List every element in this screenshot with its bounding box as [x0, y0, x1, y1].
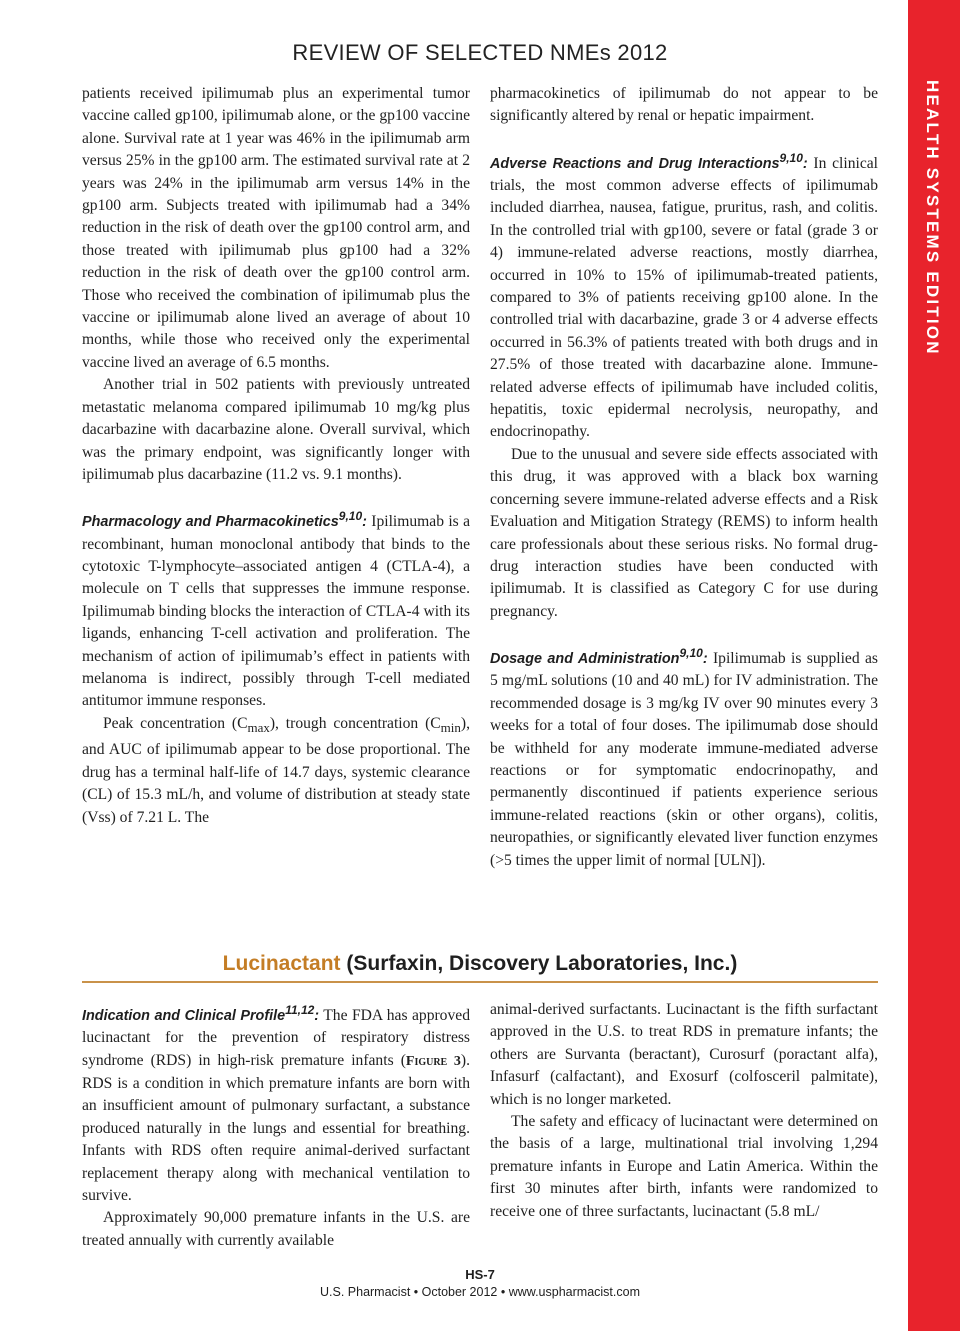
adverse-reactions-heading: Adverse Reactions and Drug Interactions$^{9,10}$: [490, 150, 808, 172]
pharmacokinetics-paragraph: Peak concentration $(C_{max})$, trough concentration $(C_{min})$, and AUC of ipilimumab appear to be dose proportional. The drug has a terminal half-life of 14.7 days, systemic clearance (CL) of 15.3 mL/h, and volume of distribution at steady state (Vss) of 7.21 L. The [82, 714, 470, 826]
figure-3-reference: Figure 3 [405, 1053, 461, 1069]
safety-efficacy-paragraph: The safety and efficacy of lucinactant were determined on the basis of a large, multinational trial involving 1,294 premature infants in Europe and Latin America. Within the first 30 minutes after birth, infants were randomized to receive one of three surfactants, lucinactant (5.8 mL/ [490, 1113, 878, 1220]
lucinactant-title-manufacturer: (Surfaxin, Discovery Laboratories, Inc.) [340, 952, 738, 975]
publication-footer: U.S. Pharmacist • October 2012 • www.uspharmacist.com [320, 1285, 640, 1299]
lucinactant-right-column [490, 999, 878, 1223]
ipi-dacarbazine-trial-paragraph: Another trial in 502 patients with previously untreated metastatic melanoma compared ipilimumab 10 mg/kg plus dacarbazine with dacarbazine alone. Overall survival, which was the primary endpoint, was significantly longer with ipilimumab plus dacarbazine (11.2 vs. 9.1 months). [82, 376, 470, 483]
ipilimumab-right-column [490, 83, 878, 872]
page-number: HS-7 [465, 1267, 495, 1282]
dosage-paragraph: Dosage and Administration$^{9,10}$: Ipilimumab is supplied as 5 mg/mL solutions (10 and 40 mL) for IV administration. The recommended dosage is 3 mg/kg IV over 90 minutes every 3 weeks for a total of four doses. The ipilimumab dose should be withheld for any moderate immune-mediated adverse reactions or for symptomatic endocrinopathy, and permanently discontinued if patients experience serious immune-related reactions (skin or other organs), colitis, neuropathies, or significantly elevated liver function enzymes (>5 times the upper limit of normal [ULN]). [490, 646, 878, 869]
indication-heading: Indication and Clinical Profile$^{11,12}$: [82, 1003, 320, 1024]
lucinactant-title-drug: Lucinactant [222, 952, 341, 975]
adverse-reactions-paragraph: Adverse Reactions and Drug Interactions$^{9,10}$: In clinical trials, the most common adverse effects of ipilimumab included diarrhea, nausea, fatigue, pruritus, rash, and colitis. In the controlled trial with gp100, severe or fatal (grade 3 or 4) immune-related adverse reactions, mostly diarrhea, occurred in 10% to 15% of ipilimumab-treated patients, compared to 3% of patients receiving gp100 alone. In the controlled trial with dacarbazine, grade 3 or 4 adverse effects occurred in 56.3% of patients treated with both drugs and in 27.5% of those treated with dacarbazine alone. Immune-related adverse effects of ipilimumab have included colitis, hepatitis, toxic epidermal necrolysis, neuropathy, and endocrinopathy. [490, 150, 878, 441]
side-tab-label: HEALTH SYSTEMS EDITION [923, 80, 942, 356]
section-divider [82, 981, 878, 983]
pharmacology-heading: Pharmacology and Pharmacokinetics$^{9,10}$: [82, 509, 367, 531]
treated-infants-paragraph: Approximately 90,000 premature infants in the U.S. are treated annually with currently available [82, 1209, 470, 1249]
pk-continuation-paragraph: pharmacokinetics of ipilimumab do not appear to be significantly altered by renal or hepatic impairment. [490, 85, 878, 125]
side-tab [908, 0, 960, 1331]
ipilimumab-left-column [82, 83, 470, 829]
ipi-results-paragraph: patients received ipilimumab plus an experimental tumor vaccine called gp100, ipilimumab alone, or the gp100 vaccine alone. Survival rate at 1 year was 46% in the ipilimumab arm versus 25% in the gp100 arm. The estimated survival rate at 2 years was 24% in the ipilimumab arm versus 14% in the gp100 arm. Subjects treated with ipilimumab had a 34% reduction in the risk of death over the gp100 control arm, and those treated with ipilimumab plus gp100 had a 32% reduction in the risk of death over the gp100 control arm. Those who received the combination of ipilimumab plus the vaccine or ipilimumab alone lived an average of about 10 months, while those who received only the experimental vaccine lived an average of 6.5 months. [82, 85, 470, 371]
surfactants-paragraph: animal-derived surfactants. Lucinactant is the fifth surfactant approved in the U.S. to treat RDS in premature infants; the others are Survanta (beractant), Curosurf (poractant alfa), Infasurf (calfactant), and Exosurf (colfosceril palmitate), which is no longer marketed. [490, 1001, 878, 1108]
lucinactant-section-title [82, 952, 878, 976]
pharmacology-paragraph: Pharmacology and Pharmacokinetics$^{9,10}$: Ipilimumab is a recombinant, human monoclonal antibody that binds to the cytotoxic T-lymphocyte–associated antigen 4 (CTLA-4), a molecule on T cells that suppresses the immune response. Ipilimumab binding blocks the interaction of CTLA-4 with its ligands, enhancing T-cell activation and proliferation. The mechanism of action of ipilimumab’s effect in patients with melanoma is indirect, possibly through T-cell mediated antitumor immune responses. [82, 509, 470, 710]
lucinactant-left-column [82, 999, 470, 1252]
running-head: REVIEW OF SELECTED NMEs 2012 [292, 40, 668, 65]
indication-paragraph: Indication and Clinical Profile$^{11,12}$: The FDA has approved lucinactant for the prevention of respiratory distress syndrome (RDS) in high-risk premature infants (Figure 3). RDS is a condition in which premature infants are born with an insufficient amount of pulmonary surfactant, a substance produced naturally in the lungs and essential for breathing. Infants with RDS often require animal-derived surfactant replacement therapy along with mechanical ventilation to survive. [82, 1003, 470, 1205]
black-box-warning-paragraph: Due to the unusual and severe side effects associated with this drug, it was approved with a black box warning concerning severe immune-related adverse effects and a Risk Evaluation and Mitigation Strategy (REMS) to inform health care professionals about these serious risks. No formal drug-drug interaction studies have been conducted with ipilimumab. It is classified as Category C for use during pregnancy. [490, 445, 878, 620]
dosage-heading: Dosage and Administration$^{9,10}$: [490, 646, 708, 667]
